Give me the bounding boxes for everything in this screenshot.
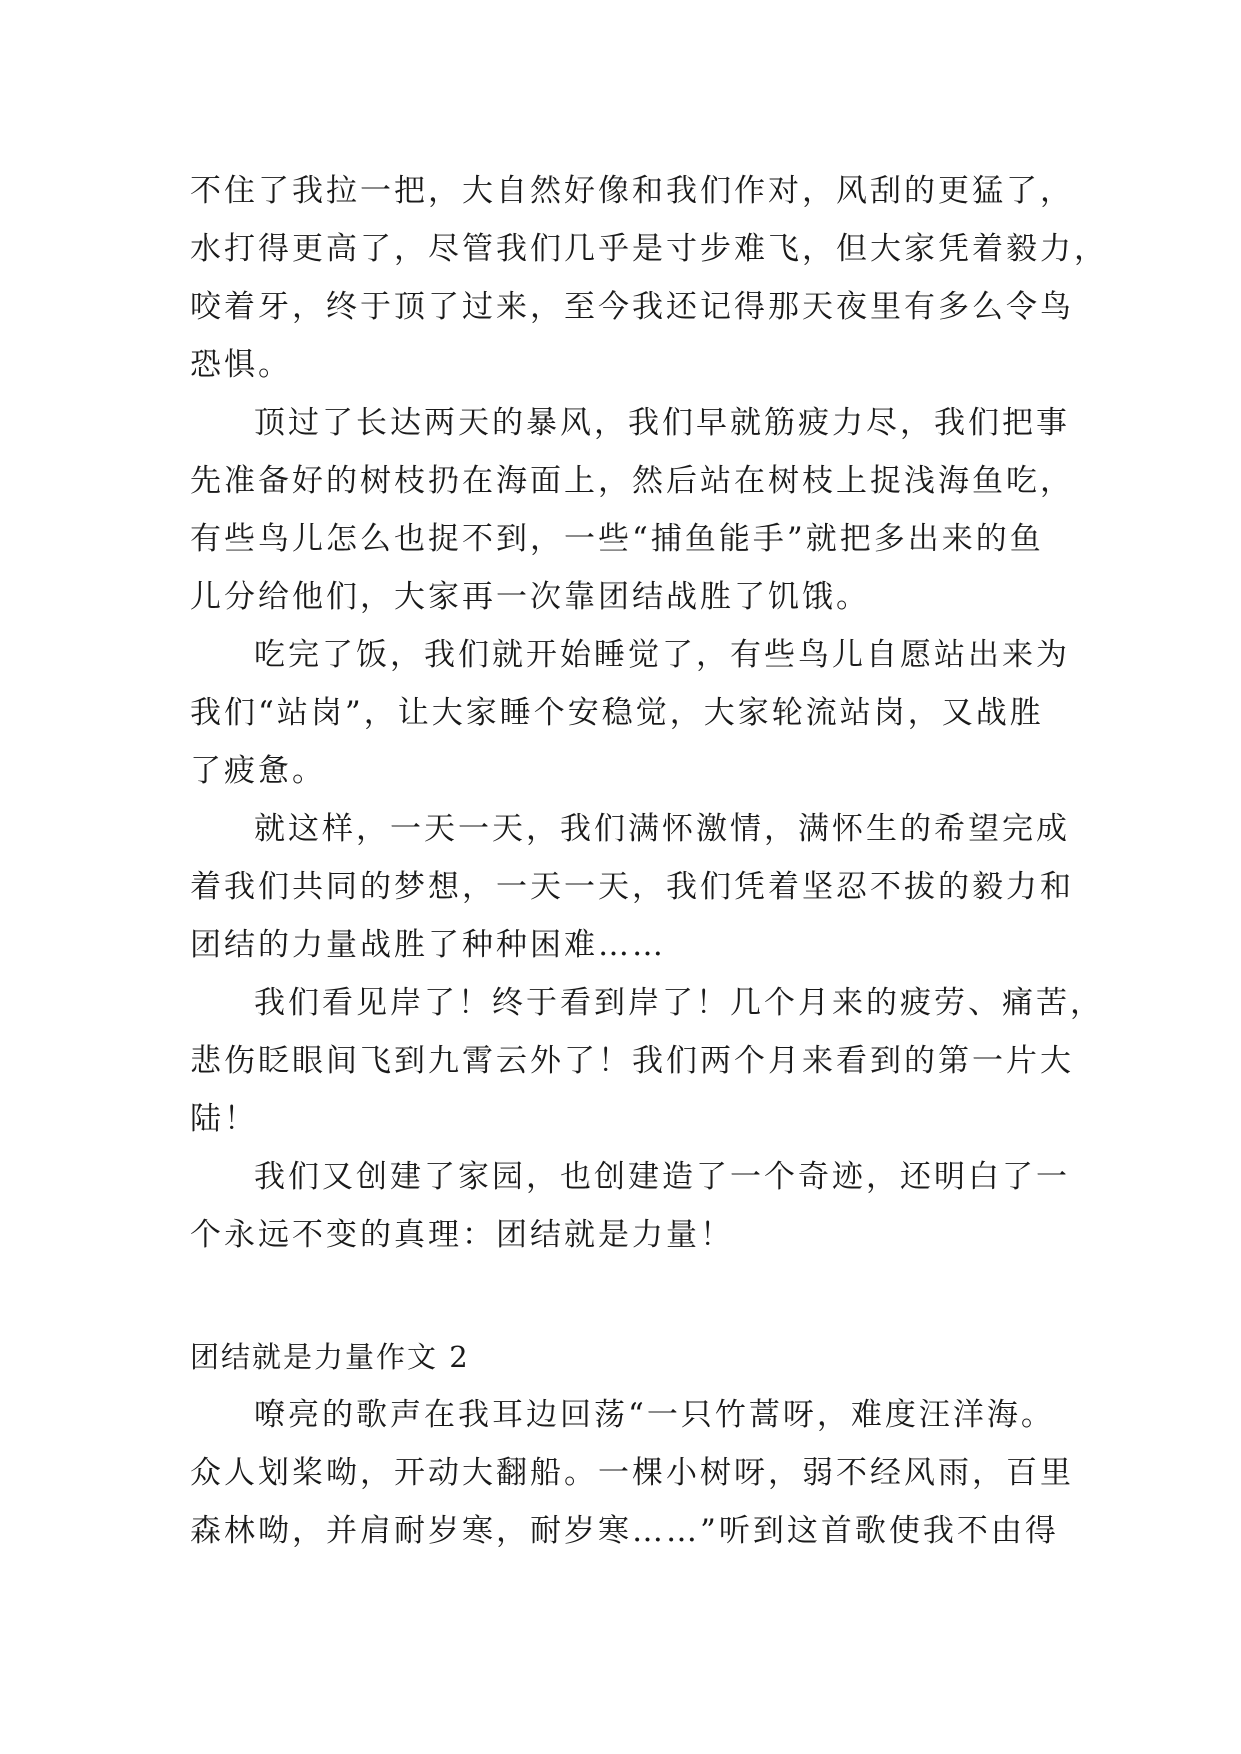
paragraph-first-line: 嘹亮的歌声在我耳边回荡“一只竹蒿呀，难度汪洋海。 [254,1397,1055,1433]
text-line: 儿分给他们，大家再一次靠团结战胜了饥饿。 [190,579,870,615]
text-line: 咬着牙，终于顶了过来，至今我还记得那天夜里有多么令鸟 [190,289,1074,325]
text-line: 水打得更高了，尽管我们几乎是寸步难飞，但大家凭着毅力， [190,231,1108,267]
paragraph-first-line: 顶过了长达两天的暴风，我们早就筋疲力尽，我们把事 [254,405,1070,441]
text-line: 悲伤眨眼间飞到九霄云外了！我们两个月来看到的第一片大 [190,1043,1074,1079]
text-line: 陆！ [190,1101,258,1137]
text-line: 不住了我拉一把，大自然好像和我们作对，风刮的更猛了， [190,173,1074,209]
text-line: 恐惧。 [190,347,292,383]
paragraph-first-line: 吃完了饭，我们就开始睡觉了，有些鸟儿自愿站出来为 [254,637,1070,673]
text-line: 众人划桨呦，开动大翻船。一棵小树呀，弱不经风雨，百里 [190,1455,1074,1491]
text-line: 着我们共同的梦想，一天一天，我们凭着坚忍不拔的毅力和 [190,869,1074,905]
text-line: 个永远不变的真理：团结就是力量！ [190,1217,734,1253]
text-line: 有些鸟儿怎么也捉不到，一些“捕鱼能手”就把多出来的鱼 [190,521,1044,557]
section-gap [190,1264,1070,1328]
text-line: 团结的力量战胜了种种困难…… [190,927,666,963]
text-line: 先准备好的树枝扔在海面上，然后站在树枝上捉浅海鱼吃， [190,463,1074,499]
paragraph-first-line: 就这样，一天一天，我们满怀激情，满怀生的希望完成 [254,811,1070,847]
section-heading: 团结就是力量作文 2 [190,1340,470,1374]
document-body [190,162,1108,1560]
paragraph-first-line: 我们看见岸了！终于看到岸了！几个月来的疲劳、痛苦， [254,985,1104,1021]
text-line: 我们“站岗”，让大家睡个安稳觉，大家轮流站岗，又战胜 [190,695,1044,731]
paragraph-first-line: 我们又创建了家园，也创建造了一个奇迹，还明白了一 [254,1159,1070,1195]
text-line: 了疲惫。 [190,753,326,789]
text-line: 森林呦，并肩耐岁寒，耐岁寒……”听到这首歌使我不由得 [190,1513,1059,1549]
